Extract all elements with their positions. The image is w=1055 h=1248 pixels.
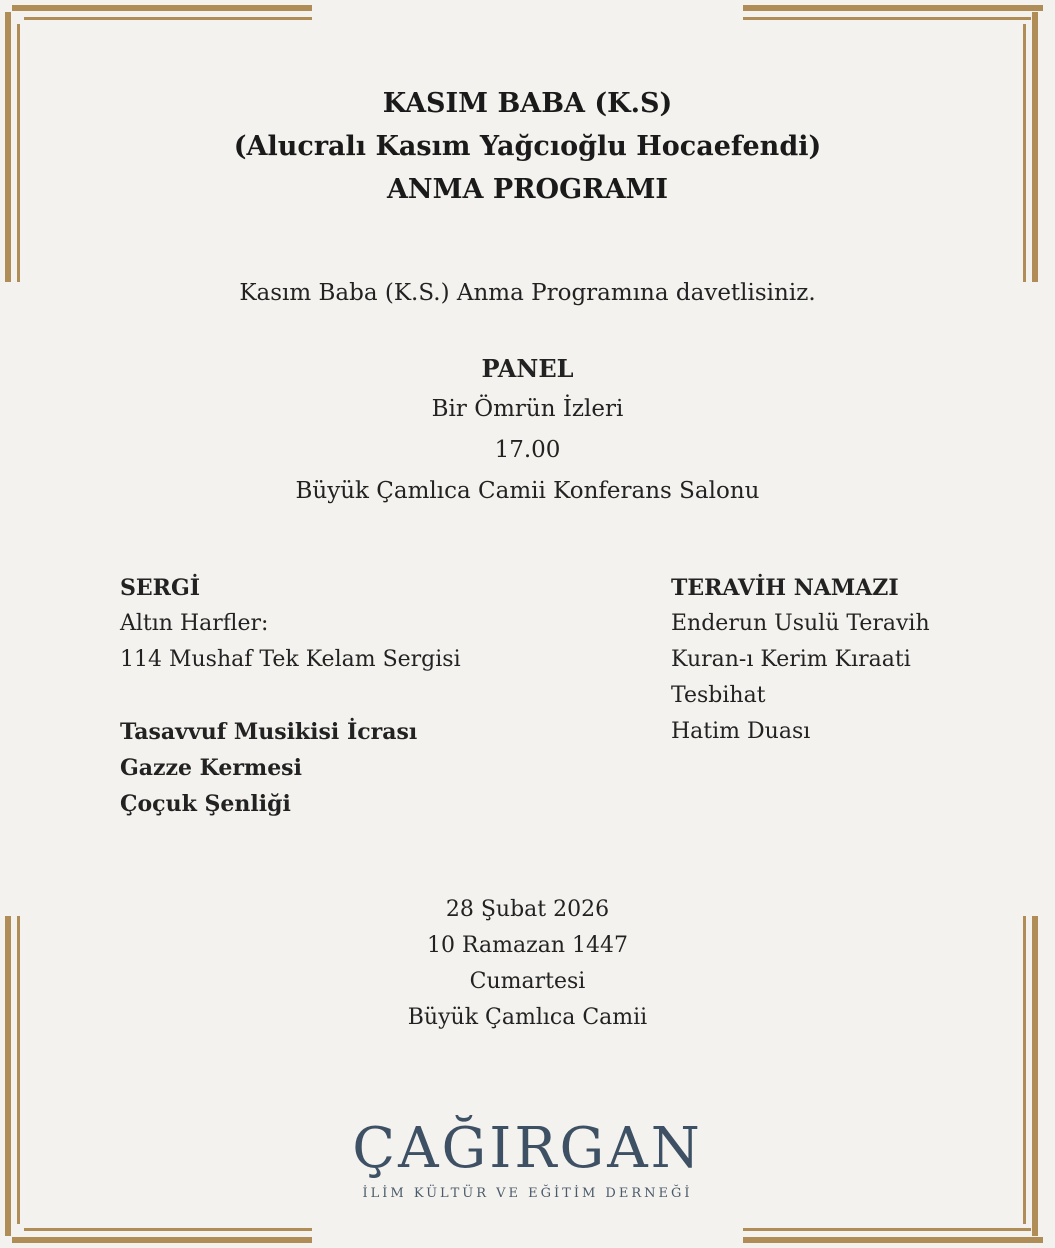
spacer: [120, 678, 461, 714]
panel-section: [0, 348, 1055, 512]
panel-time: 17.00: [494, 437, 561, 463]
logo-tagline: İLİM KÜLTÜR VE EĞİTİM DERNEĞİ: [362, 1186, 693, 1201]
title-line-3: ANMA PROGRAMI: [386, 174, 669, 205]
teravih-item: Kuran-ı Kerim Kıraati: [671, 647, 911, 672]
event-item: Tasavvuf Musikisi İcrası: [120, 719, 418, 745]
gregorian-date: 28 Şubat 2026: [445, 897, 610, 922]
hijri-date: 10 Ramazan 1447: [426, 933, 628, 958]
frame-line: [12, 1237, 312, 1243]
panel-location: Büyük Çamlıca Camii Konferans Salonu: [295, 478, 760, 504]
exhibition-line: 114 Mushaf Tek Kelam Sergisi: [120, 647, 461, 672]
frame-line: [743, 1237, 1043, 1243]
page-title: [0, 82, 1055, 211]
weekday: Cumartesi: [469, 969, 586, 994]
frame-line: [12, 5, 312, 11]
exhibition-line: Altın Harfler:: [120, 611, 269, 636]
teravih-item: Tesbihat: [671, 683, 766, 708]
event-item: Gazze Kermesi: [120, 755, 302, 781]
logo-name: ÇAĞIRGAN: [352, 1116, 703, 1181]
event-item: Çoçuk Şenliği: [120, 791, 291, 817]
frame-line: [24, 1228, 312, 1231]
panel-subtitle: Bir Ömrün İzleri: [431, 396, 624, 422]
invitation-text: Kasım Baba (K.S.) Anma Programına davetlisiniz.: [239, 280, 816, 306]
panel-heading: PANEL: [481, 354, 574, 383]
teravih-heading: TERAVİH NAMAZI: [671, 575, 899, 601]
title-line-2: (Alucralı Kasım Yağcıoğlu Hocaefendi): [233, 131, 822, 162]
frame-line: [743, 1228, 1031, 1231]
date-section: [0, 892, 1055, 1036]
left-column: [120, 570, 461, 822]
title-line-1: KASIM BABA (K.S): [382, 88, 673, 119]
organization-logo: [0, 1118, 1055, 1201]
frame-line: [743, 17, 1031, 20]
frame-line: [24, 17, 312, 20]
exhibition-heading: SERGİ: [120, 575, 201, 601]
teravih-item: Hatim Duası: [671, 719, 811, 744]
teravih-item: Enderun Usulü Teravih: [671, 611, 930, 636]
frame-line: [743, 5, 1043, 11]
venue: Büyük Çamlıca Camii: [407, 1005, 648, 1030]
right-column: [671, 570, 930, 750]
